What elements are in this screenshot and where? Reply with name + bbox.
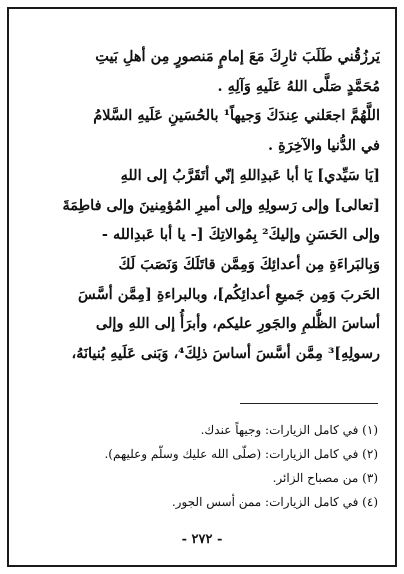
text-line: اللَّهُمَّ اجعَلني عِندَكَ وَجيهاً¹ بالحُسَينِ عَلَيهِ السَّلامُ [93, 107, 380, 125]
footnote-1: (١) في كامل الزيارات: وجيهاً عندك. [200, 423, 378, 437]
footnote-2: (٢) في كامل الزيارات: (صلّى الله عليك وسلّم وعليهم). [104, 447, 378, 461]
text-line: وَبِالبَراءَةِ مِن أعدائِكَ وَمِمَّن قاتَلَكَ وَنَصَبَ لَكَ [118, 255, 380, 273]
text-line: الحَربَ وَمِن جَميعِ أعدائِكُم]، وبالبراءةِ [مِمَّن أسَّسَ [78, 285, 380, 303]
footnote-3: (٣) من مصباح الزائر. [272, 471, 378, 485]
footnotes [24, 418, 378, 514]
text-line: وإلى الحَسَنِ وإليكَ² بِمُوالاتِكَ [- يا أبا عَبدِالله - [101, 226, 380, 244]
body-text [20, 42, 380, 369]
text-line: يَرزُقُني طَلَبَ ثارِكَ مَعَ إمامٍ مَنصورٍ مِن أهلِ بَيتِ [95, 48, 380, 65]
footnote-4: (٤) في كامل الزيارات: ممن أسس الجور. [171, 495, 378, 509]
text-line: رسولِهِ]³ مِمَّن أسَّسَ أساسَ ذلِكَ⁴، وَبَنى عَلَيهِ بُنيانَهُ، [71, 345, 380, 363]
text-line: في الدُّنيا والآخِرَةِ . [268, 137, 380, 155]
text-line: [تعالى] وإلى رَسولِهِ وإلى أميرِ المُؤمِنينَ وإلى فاطِمَةَ [62, 196, 380, 214]
text-line: [يَا سَيِّدي] يَا أبا عَبدِاللهِ إنّي أتَقَرَّبُ إلى اللهِ [120, 166, 380, 184]
text-line: مُحَمَّدٍ صَلَّى اللهُ عَلَيهِ وَآلِهِ . [217, 77, 380, 95]
footnote-divider [240, 403, 378, 404]
page-number: - ٢٧٢ - [181, 532, 223, 547]
text-line: أساسَ الظُّلمِ والجَورِ عليكم، وأبرَأُ إلى اللهِ وإلى [95, 315, 380, 333]
